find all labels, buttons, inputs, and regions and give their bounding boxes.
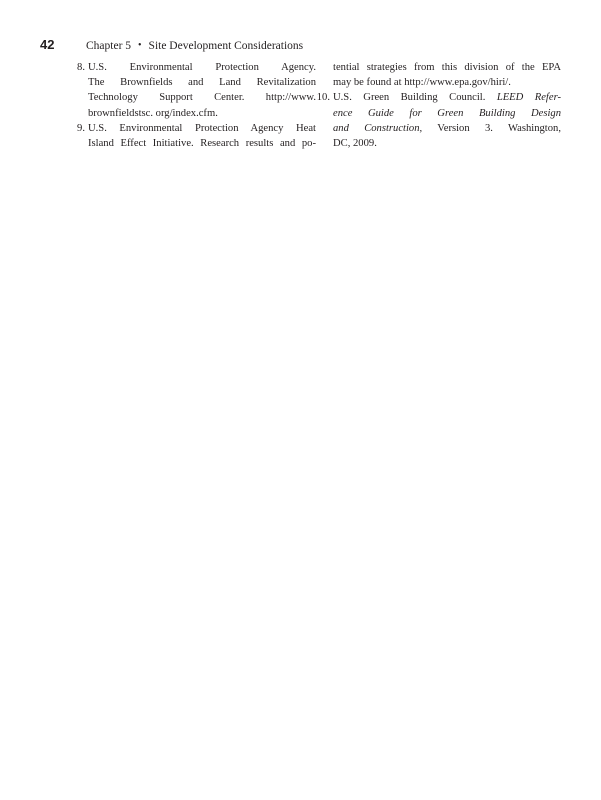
reference-line: Technology Support Center. http://www. [88,92,316,104]
reference-item [316,90,562,151]
page-number: 42 [40,37,55,52]
reference-item [77,121,316,151]
reference-line: The Brownfields and Land Revitalization [88,77,316,89]
reference-title: LEED Refer- [496,92,562,104]
reference-text: Version 3. Washington, [422,122,561,134]
section-title: Site Development Considerations [148,40,304,52]
reference-continuation [333,60,561,90]
reference-line [333,106,561,121]
chapter-label: Chapter 5 [86,40,132,52]
right-column [316,60,562,151]
reference-number: 9. [77,122,85,134]
bullet-separator: • [138,40,142,51]
page-header [40,37,303,55]
reference-title: ence Guide for Green Building Design [333,107,561,119]
reference-line: brownfieldstsc. org/index.cfm. [88,107,218,119]
reference-line [333,121,561,136]
reference-line: Island Effect Initiative. Research results and po- [88,138,316,150]
reference-title: and Construction, [333,122,423,134]
reference-line: may be found at http://www.epa.gov/hiri/. [333,77,511,89]
reference-number: 8. [77,62,85,73]
reference-number: 10. [316,92,330,104]
reference-line: U.S. Environmental Protection Agency Heat [88,122,316,134]
reference-line: DC, 2009. [333,138,377,150]
left-column [77,60,316,151]
reference-line [333,90,561,105]
reference-text: U.S. Green Building Council. [333,92,497,104]
running-head [86,40,303,52]
reference-line: tential strategies from this division of the EPA [333,62,561,73]
reference-item [77,60,316,121]
reference-line: U.S. Environmental Protection Agency. [88,62,316,73]
